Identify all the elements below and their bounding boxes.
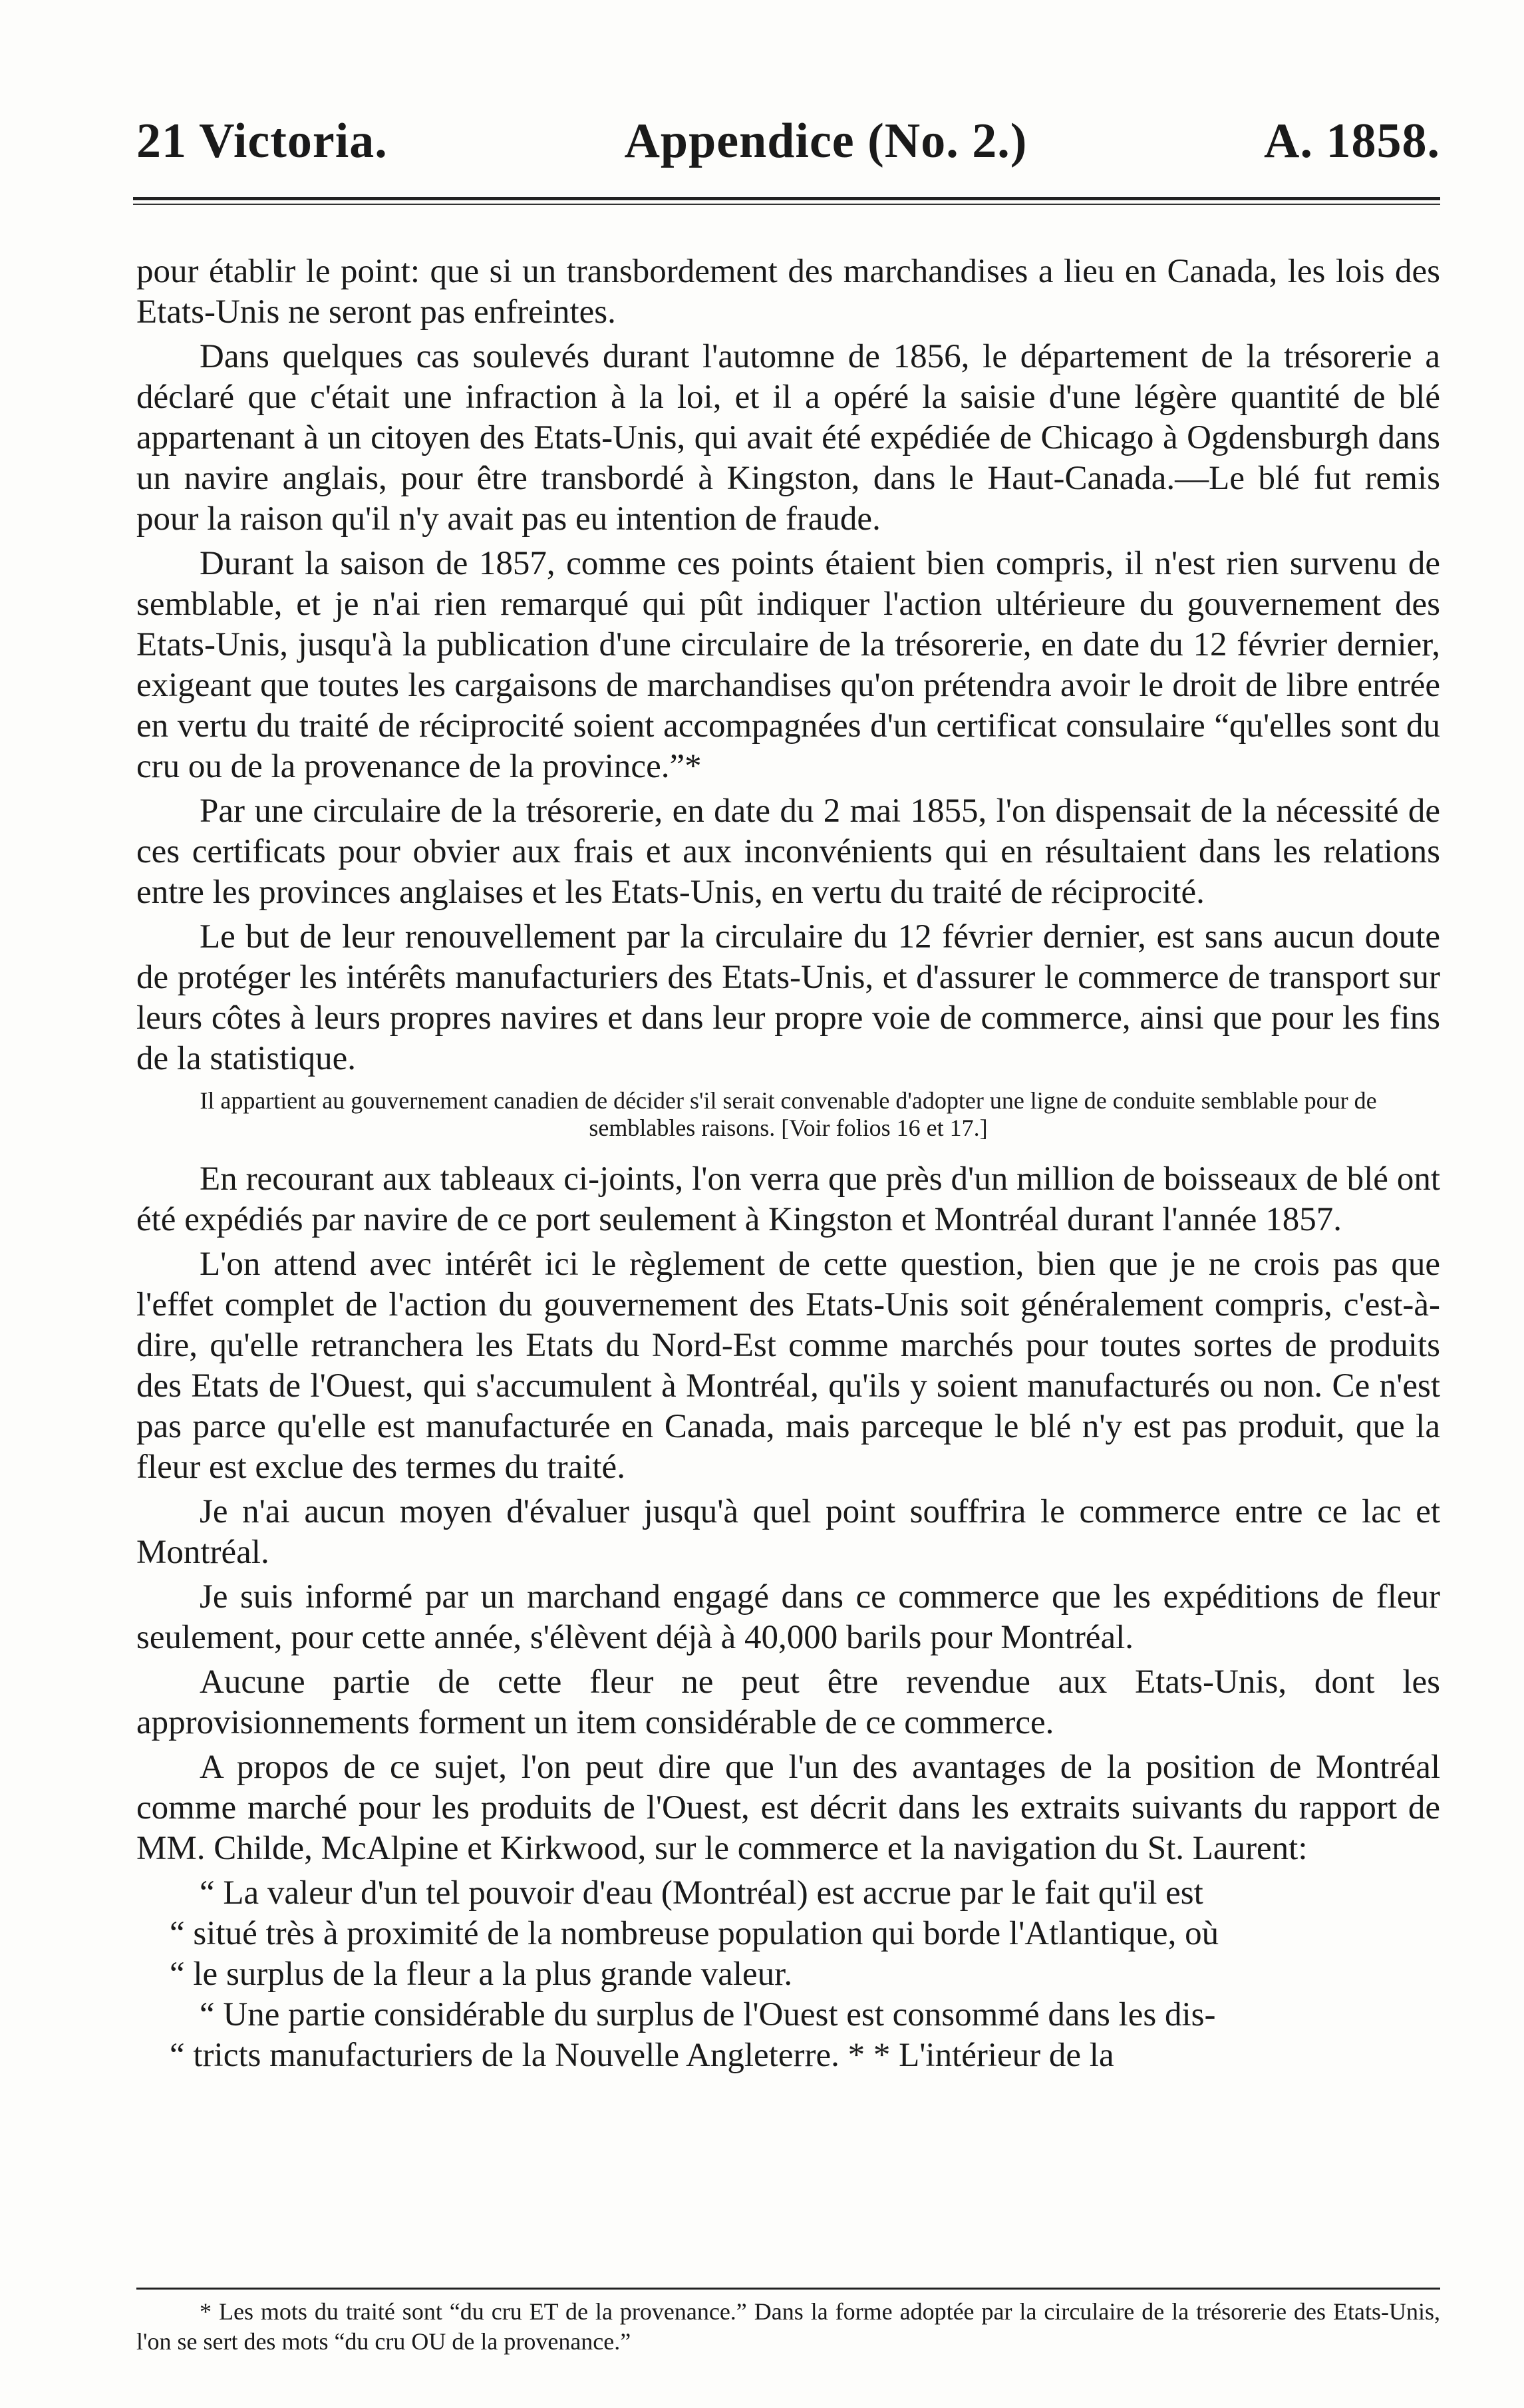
quote-line: “ tricts manufacturiers de la Nouvelle Angleterre. * * L'intérieur de la — [170, 2037, 1114, 2074]
header-year: A. 1858. — [1264, 114, 1440, 168]
quote-line: “ Une partie considérable du surplus de l'Ouest est consommé dans les dis- — [200, 1996, 1216, 2033]
paragraph: L'on attend avec intérêt ici le règlement de cette question, bien que je ne crois pas que l'effet complet de l'action du gouvernement des Etats-Unis soit généralement compris, c'est-à-dire, qu'elle retranchera les Etats du Nord-Est comme marchés pour toutes sortes de produits des Etats de l'Ouest, qui s'accumulent à Montréal, qu'ils y soient manufacturés ou non. Ce n'est pas parce qu'elle est manufacturée en Canada, mais parceque le blé n'y est pas produit, que la fleur est exclue des termes du traité. — [136, 1246, 1440, 1486]
paragraph: pour établir le point: que si un transbordement des marchandises a lieu en Canada, les lois des Etats-Unis ne seront pas enfreintes. — [136, 253, 1440, 331]
body-text — [136, 252, 1440, 2076]
header-appendix: Appendice (No. 2.) — [624, 114, 1028, 168]
paragraph: Dans quelques cas soulevés durant l'automne de 1856, le département de la trésorerie a déclaré que c'était une infraction à la loi, et il a opéré la saisie d'une légère quantité de blé appartenant à un citoyen des Etats-Unis, qui avait été expédiée de Chicago à Ogdensburgh dans un navire anglais, pour être transbordé à Kingston, dans le Haut-Canada.—Le blé fut remis pour la raison qu'il n'y avait pas eu intention de fraude. — [136, 338, 1440, 538]
paragraph: Je suis informé par un marchand engagé dans ce commerce que les expéditions de fleur seulement, pour cette année, s'élèvent déjà à 40,000 barils pour Montréal. — [136, 1578, 1440, 1656]
quote-line: “ La valeur d'un tel pouvoir d'eau (Montréal) est accrue par le fait qu'il est — [200, 1874, 1203, 1912]
paragraph: Je n'ai aucun moyen d'évaluer jusqu'à quel point souffrira le commerce entre ce lac et Montréal. — [136, 1493, 1440, 1571]
quote-line: “ le surplus de la fleur a la plus grande valeur. — [170, 1956, 793, 1993]
paragraph: A propos de ce sujet, l'on peut dire que l'un des avantages de la position de Montréal comme marché pour les produits de l'Ouest, est décrit dans les extraits suivants du rapport de MM. Childe, McAlpine et Kirkwood, sur le commerce et la navigation du St. Laurent: — [136, 1749, 1440, 1867]
paragraph: En recourant aux tableaux ci-joints, l'on verra que près d'un million de boisseaux de blé ont été expédiés par navire de ce port seulement à Kingston et Montréal durant l'année 1857. — [136, 1160, 1440, 1238]
footnote-rule — [136, 2288, 1440, 2290]
footnote: * Les mots du traité sont “du cru ET de la provenance.” Dans la forme adoptée par la circulaire de la trésorerie des Etats-Unis, l'on se sert des mots “du cru OU de la provenance.” — [136, 2298, 1440, 2355]
paragraph: Aucune partie de cette fleur ne peut être revendue aux Etats-Unis, dont les approvisionnements forment un item considérable de ce commerce. — [136, 1663, 1440, 1741]
paragraph: Durant la saison de 1857, comme ces points étaient bien compris, il n'est rien survenu de semblable, et je n'ai rien remarqué qui pût indiquer l'action ultérieure du gouvernement des Etats-Unis, jusqu'à la publication d'une circulaire de la trésorerie, en date du 12 février dernier, exigeant que toutes les cargaisons de marchandises qu'on prétendra avoir le droit de libre entrée en vertu du traité de réciprocité soient accompagnées d'un certificat consulaire “qu'elles sont du cru ou de la provenance de la province.”* — [136, 545, 1440, 785]
editorial-note: Il appartient au gouvernement canadien de décider s'il serait convenable d'adopter une ligne de conduite semblable pour de semblables raisons. [Voir folios 16 et 17.] — [200, 1087, 1377, 1141]
page-header — [136, 113, 1440, 170]
header-rule — [133, 197, 1440, 200]
paragraph: Le but de leur renouvellement par la circulaire du 12 février dernier, est sans aucun doute de protéger les intérêts manufacturiers des Etats-Unis, et d'assurer le commerce de transport sur leurs côtes à leurs propres navires et dans leur propre voie de commerce, ainsi que pour les fins de la statistique. — [136, 918, 1440, 1077]
header-rule-thin — [133, 204, 1440, 205]
quote-line: “ situé très à proximité de la nombreuse population qui borde l'Atlantique, où — [170, 1915, 1219, 1952]
header-session: 21 Victoria. — [136, 114, 388, 168]
paragraph: Par une circulaire de la trésorerie, en date du 2 mai 1855, l'on dispensait de la nécessité de ces certificats pour obvier aux frais et aux inconvénients qui en résultaient dans les relations entre les provinces anglaises et les Etats-Unis, en vertu du traité de réciprocité. — [136, 792, 1440, 911]
